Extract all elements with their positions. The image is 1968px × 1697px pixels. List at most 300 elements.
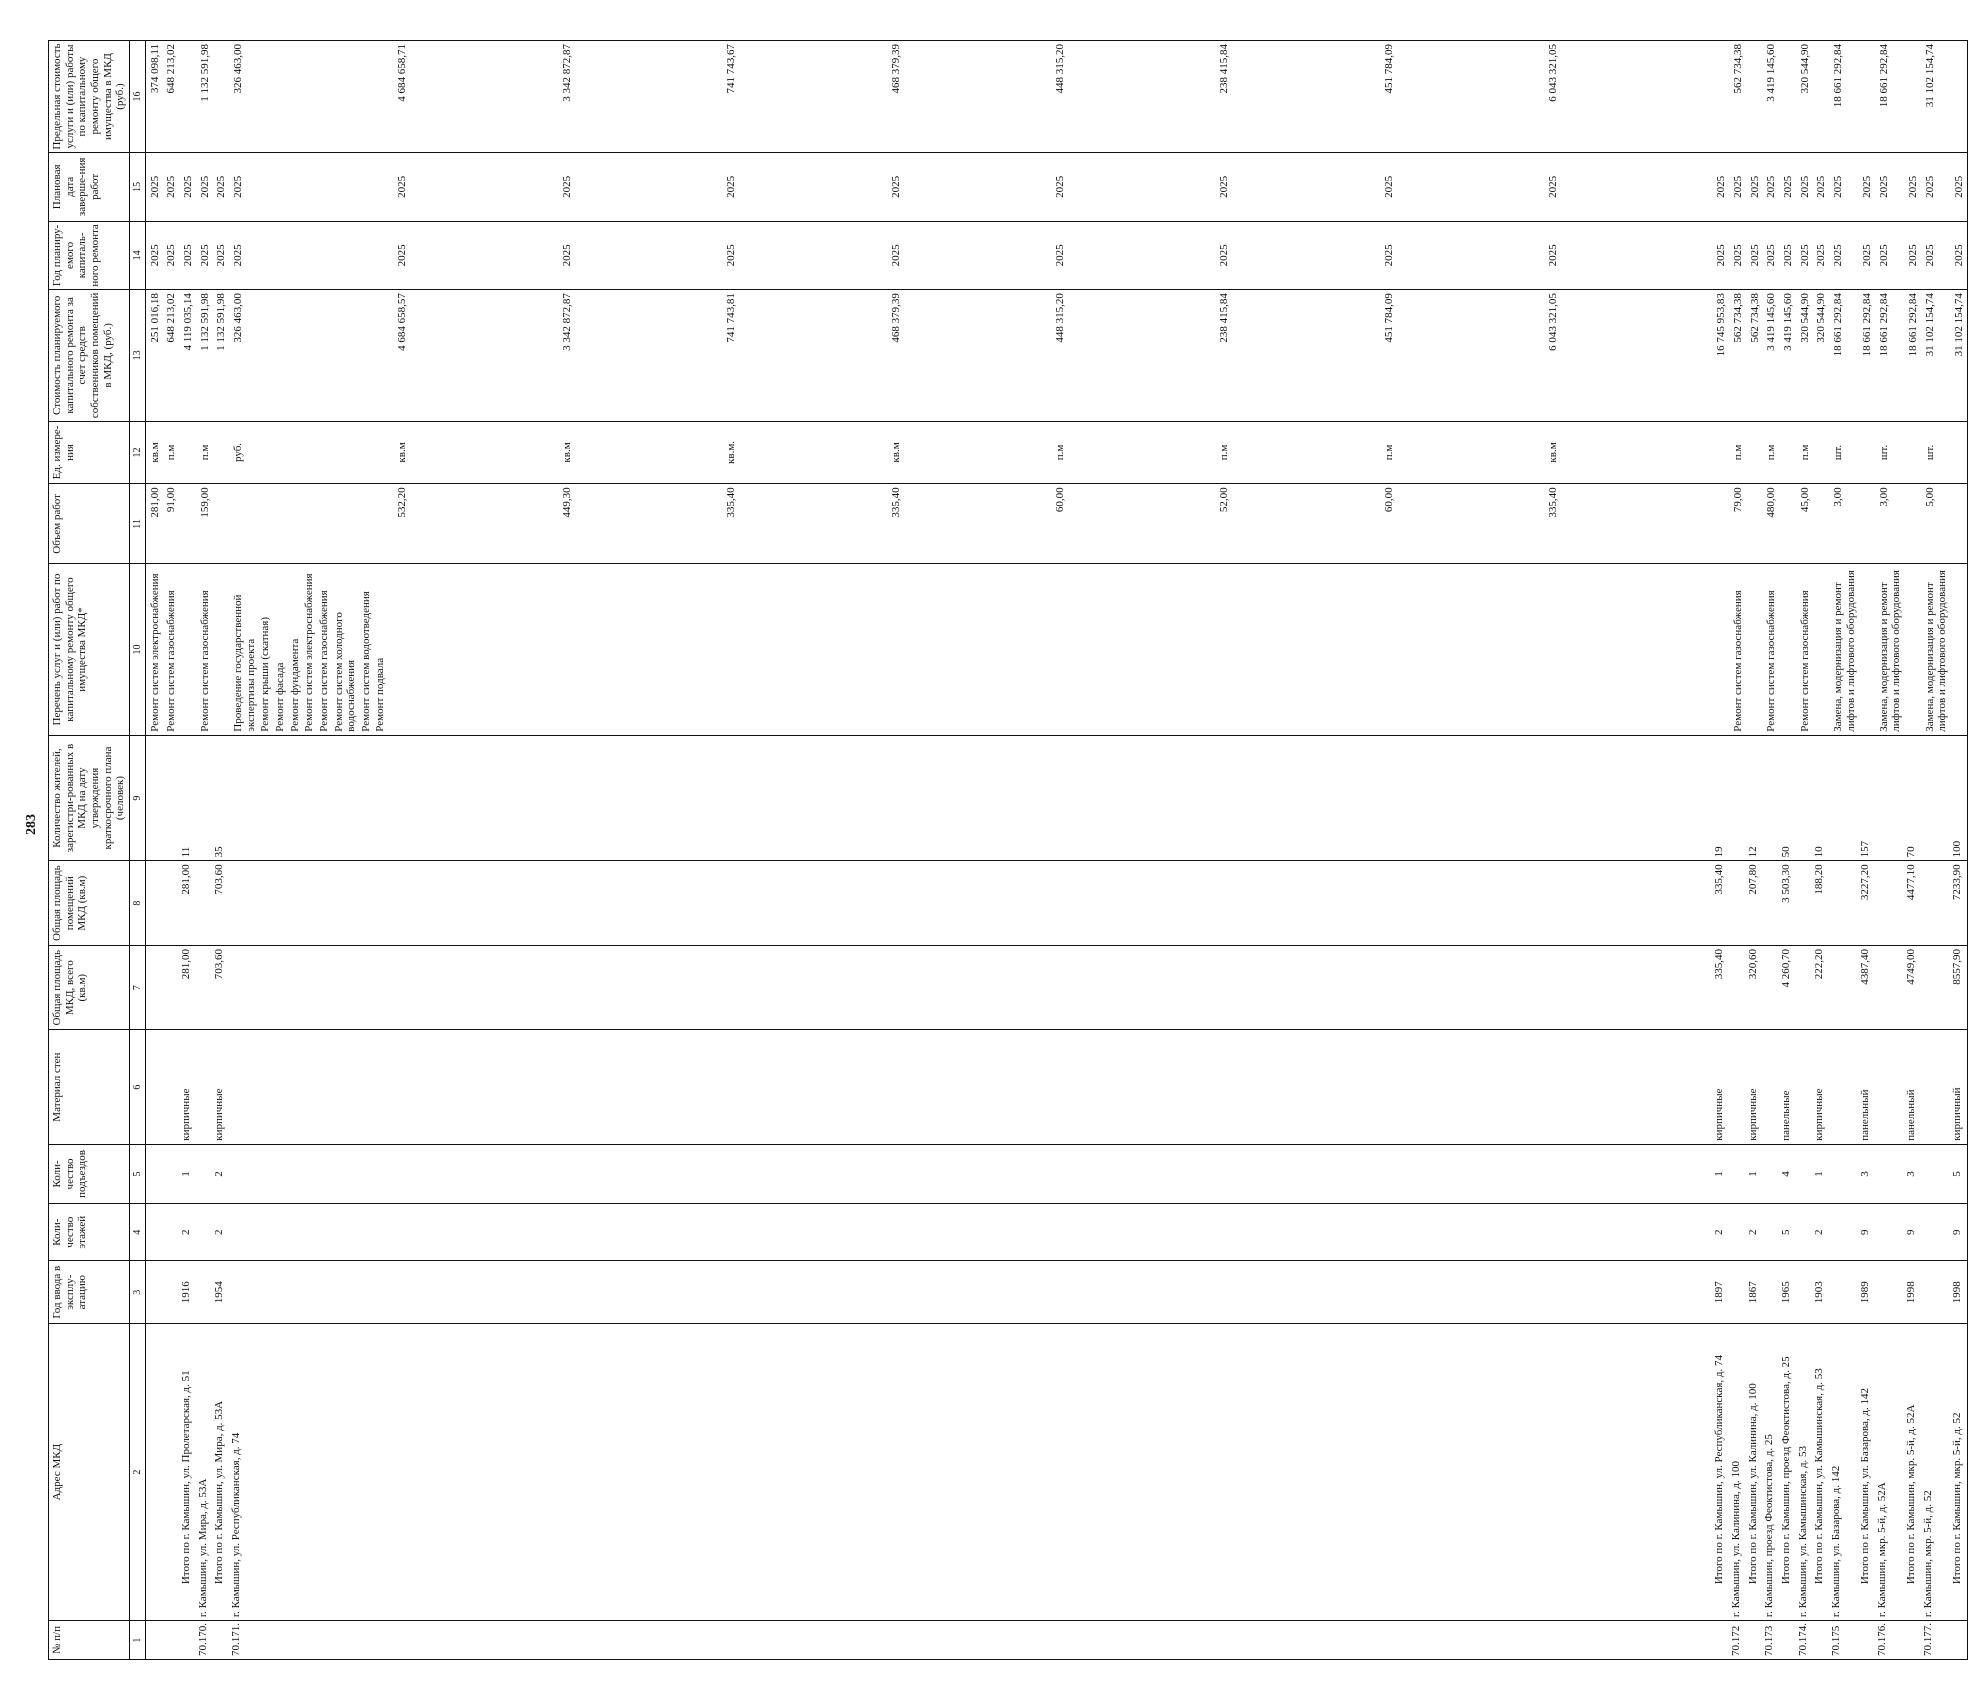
- premises-area-cell: 188,20: [1812, 861, 1829, 946]
- address-cell: г. Камышин, проезд Феоктистова, д. 25: [1762, 1324, 1779, 1621]
- row-number-cell: [1812, 1621, 1829, 1660]
- unit-cell: [1712, 421, 1729, 484]
- planned-cost: 251 016,18: [148, 293, 161, 343]
- unit-cell: [196, 421, 213, 484]
- repair-year-cell: [1950, 221, 1967, 290]
- repair-year: 2025: [1781, 244, 1794, 267]
- column-header-11: Объем работ: [49, 484, 130, 564]
- completion-date: 2025: [182, 175, 195, 198]
- year-built-cell: 1903: [1812, 1261, 1829, 1324]
- address-cell: г. Камышин, ул. Базарова, д. 142: [1829, 1324, 1858, 1621]
- unit: п.м: [165, 444, 178, 461]
- column-header-9: Количество жителей, зарегистри-рованных в МКД на дату утверждения краткосрочного плана (человек): [49, 735, 130, 861]
- repair-year-cell: [145, 221, 162, 290]
- planned-cost: 18 661 292,84: [1861, 293, 1874, 357]
- work-volume: 480,00: [1765, 487, 1778, 518]
- repair-year-cell: [1729, 221, 1746, 290]
- wall-material-cell: [1796, 1030, 1813, 1144]
- floors-count-cell: [1921, 1204, 1950, 1261]
- planned-cost: 18 661 292,84: [1907, 293, 1920, 357]
- planned-cost: 6 043 321,05: [1547, 293, 1560, 351]
- floors-count-cell: [1729, 1204, 1746, 1261]
- year-built-cell: [1875, 1261, 1904, 1324]
- cost-limit: 741 743,67: [725, 44, 738, 94]
- unit-cell: [1812, 421, 1829, 484]
- unit-cell: [145, 421, 162, 484]
- floors-count-cell: 2: [1812, 1204, 1829, 1261]
- year-built-cell: [229, 1261, 1712, 1324]
- completion-date-cell: [179, 153, 196, 222]
- unit-cell: [1762, 421, 1779, 484]
- planned-cost-cell: [1729, 290, 1746, 421]
- cost-limit-cell: [1904, 41, 1921, 153]
- column-number-6: 6: [129, 1030, 145, 1144]
- planned-cost: 451 784,09: [1382, 293, 1395, 343]
- row-number-cell: 70.172: [1729, 1621, 1746, 1660]
- work-item: Замена, модернизация и ремонт лифтов и лифтового оборудования: [1923, 570, 1949, 732]
- residents-count-cell: 157: [1858, 735, 1875, 861]
- work-item-cell: [1875, 564, 1904, 735]
- work-volume: 449,30: [560, 487, 573, 518]
- work-item-cell: [1829, 564, 1858, 735]
- work-volume-cell: [1829, 484, 1858, 564]
- wall-material-cell: панельные: [1779, 1030, 1796, 1144]
- completion-date-cell: [1762, 153, 1779, 222]
- work-volume: 91,00: [165, 487, 178, 513]
- column-header-15: Плановая дата заверше-ния работ: [49, 153, 130, 222]
- row-number-cell: [1779, 1621, 1796, 1660]
- work-item-cell: [145, 564, 162, 735]
- year-built-cell: 1998: [1950, 1261, 1967, 1324]
- address-cell: Итого по г. Камышин, мкр. 5-й, д. 52А: [1904, 1324, 1921, 1621]
- work-item: Ремонт подвала: [374, 657, 387, 732]
- work-volume: 60,00: [1382, 487, 1395, 513]
- wall-material-cell: [196, 1030, 213, 1144]
- work-item-cell: [229, 564, 1712, 735]
- work-item: Ремонт систем газоснабжения: [165, 590, 178, 732]
- unit: кв.м: [396, 442, 409, 463]
- work-volume-cell: [145, 484, 162, 564]
- repair-year: 2025: [1715, 244, 1728, 267]
- cost-limit: 6 043 321,05: [1547, 44, 1560, 102]
- work-volume-cell: [1921, 484, 1950, 564]
- work-volume: 52,00: [1218, 487, 1231, 513]
- floors-count-cell: 2: [179, 1204, 196, 1261]
- work-volume-cell: [196, 484, 213, 564]
- completion-date: 2025: [232, 175, 245, 198]
- planned-cost: 238 415,84: [1218, 293, 1231, 343]
- repair-year-cell: [1875, 221, 1904, 290]
- total-area-cell: 4387,40: [1858, 945, 1875, 1030]
- total-row: [1712, 41, 1729, 1660]
- residents-count-cell: 70: [1904, 735, 1921, 861]
- completion-date: 2025: [1861, 175, 1874, 198]
- planned-cost: 4 119 035,14: [182, 293, 195, 351]
- entrances-count-cell: 4: [1779, 1144, 1796, 1203]
- column-header-6: Материал стен: [49, 1030, 130, 1144]
- work-volume-cell: [1746, 484, 1763, 564]
- entrances-count-cell: 1: [179, 1144, 196, 1203]
- work-item-cell: [212, 564, 229, 735]
- unit: п.м: [198, 444, 211, 461]
- cost-limit-cell: [1812, 41, 1829, 153]
- work-item-cell: [1746, 564, 1763, 735]
- work-volume: 60,00: [1053, 487, 1066, 513]
- completion-date: 2025: [1218, 175, 1231, 198]
- planned-cost: 320 544,90: [1815, 293, 1828, 343]
- column-number-1: 1: [129, 1621, 145, 1660]
- cost-limit: 648 213,02: [165, 44, 178, 94]
- column-number-9: 9: [129, 735, 145, 861]
- repair-year-cell: [1762, 221, 1779, 290]
- repair-year-cell: [1921, 221, 1950, 290]
- address-cell: Итого по г. Камышин, ул. Республиканская, д. 74: [1712, 1324, 1729, 1621]
- floors-count-cell: [196, 1204, 213, 1261]
- planned-cost: 1 132 591,98: [215, 293, 228, 351]
- completion-date: 2025: [215, 175, 228, 198]
- work-volume-cell: [179, 484, 196, 564]
- residents-count-cell: 19: [1712, 735, 1729, 861]
- repair-year-cell: [1812, 221, 1829, 290]
- entrances-count-cell: [1829, 1144, 1858, 1203]
- completion-date-cell: [1875, 153, 1904, 222]
- cost-limit: 326 463,00: [232, 44, 245, 94]
- row-number-cell: [1950, 1621, 1967, 1660]
- column-number-3: 3: [129, 1261, 145, 1324]
- column-number-12: 12: [129, 421, 145, 484]
- work-item-cell: [1858, 564, 1875, 735]
- total-area-cell: 320,60: [1746, 945, 1763, 1030]
- floors-count-cell: [145, 1204, 162, 1261]
- cost-limit-cell: [196, 41, 213, 153]
- premises-area-cell: 4477,10: [1904, 861, 1921, 946]
- work-volume: 159,00: [198, 487, 211, 518]
- entrances-count-cell: [145, 1144, 162, 1203]
- year-built-cell: 1867: [1746, 1261, 1763, 1324]
- work-item-cell: [196, 564, 213, 735]
- capital-repair-plan-table: [48, 40, 1968, 1660]
- column-number-13: 13: [129, 290, 145, 421]
- cost-limit-cell: [162, 41, 179, 153]
- work-volume: [232, 487, 396, 560]
- address-cell: [162, 1324, 179, 1621]
- entrances-count-cell: [1762, 1144, 1779, 1203]
- cost-limit-cell: [1762, 41, 1779, 153]
- wall-material-cell: [1829, 1030, 1858, 1144]
- work-volume: 3,00: [1831, 487, 1844, 507]
- premises-area-cell: [1829, 861, 1858, 946]
- completion-date: 2025: [1547, 175, 1560, 198]
- repair-year: 2025: [1053, 244, 1066, 267]
- unit: п.м: [1218, 444, 1231, 461]
- address-cell: г. Камышин, ул. Республиканская, д. 74: [229, 1324, 1712, 1621]
- completion-date: 2025: [1748, 175, 1761, 198]
- planned-cost-cell: [145, 290, 162, 421]
- work-volume-cell: [1762, 484, 1779, 564]
- table-row: [145, 41, 162, 1660]
- planned-cost-cell: [1812, 290, 1829, 421]
- premises-area-cell: 335,40: [1712, 861, 1729, 946]
- wall-material-cell: [1729, 1030, 1746, 1144]
- planned-cost: 31 102 154,74: [1953, 293, 1966, 357]
- total-area-cell: [1921, 945, 1950, 1030]
- wall-material-cell: [1762, 1030, 1779, 1144]
- cost-limit-cell: [179, 41, 196, 153]
- unit: шт.: [1831, 444, 1844, 461]
- repair-year: 2025: [1382, 244, 1395, 267]
- work-item: Ремонт систем газоснабжения: [1798, 590, 1811, 732]
- residents-count-cell: [1921, 735, 1950, 861]
- unit-cell: [162, 421, 179, 484]
- completion-date: 2025: [1877, 175, 1890, 198]
- year-built-cell: 1954: [212, 1261, 229, 1324]
- wall-material-cell: кирпичный: [1950, 1030, 1967, 1144]
- repair-year-cell: [1858, 221, 1875, 290]
- entrances-count-cell: [196, 1144, 213, 1203]
- planned-cost-cell: [1762, 290, 1779, 421]
- planned-cost: 3 419 145,60: [1765, 293, 1778, 351]
- table-header-row: [49, 41, 130, 1660]
- column-number-5: 5: [129, 1144, 145, 1203]
- premises-area-cell: [1921, 861, 1950, 946]
- repair-year: 2025: [560, 244, 573, 267]
- residents-count-cell: 12: [1746, 735, 1763, 861]
- completion-date: 2025: [396, 175, 409, 198]
- completion-date-cell: [145, 153, 162, 222]
- wall-material-cell: [162, 1030, 179, 1144]
- cost-limit-cell: [212, 41, 229, 153]
- cost-limit: 18 661 292,84: [1877, 44, 1890, 108]
- entrances-count-cell: 2: [212, 1144, 229, 1203]
- residents-count-cell: [1762, 735, 1779, 861]
- unit-cell: [1729, 421, 1746, 484]
- total-area-cell: [1762, 945, 1779, 1030]
- row-number-cell: [1712, 1621, 1729, 1660]
- planned-cost-cell: [1746, 290, 1763, 421]
- residents-count-cell: [229, 735, 1712, 861]
- row-number-cell: [162, 1621, 179, 1660]
- column-header-5: Коли-чество подъездов: [49, 1144, 130, 1203]
- cost-limit-cell: [1875, 41, 1904, 153]
- repair-year: 2025: [198, 244, 211, 267]
- planned-cost: 320 544,90: [1798, 293, 1811, 343]
- column-number-4: 4: [129, 1204, 145, 1261]
- table-row: [1921, 41, 1950, 1660]
- repair-year: 2025: [1748, 244, 1761, 267]
- work-item: Ремонт систем газоснабжения: [1732, 590, 1745, 732]
- residents-count-cell: 11: [179, 735, 196, 861]
- work-volume: 45,00: [1798, 487, 1811, 513]
- row-number-cell: 70.170.: [196, 1621, 213, 1660]
- unit-cell: [1950, 421, 1967, 484]
- entrances-count-cell: [1875, 1144, 1904, 1203]
- total-row: [179, 41, 196, 1660]
- unit-cell: [229, 421, 1712, 484]
- completion-date: 2025: [725, 175, 738, 198]
- work-item: Ремонт фундамента: [288, 638, 301, 732]
- total-area-cell: [145, 945, 162, 1030]
- column-number-10: 10: [129, 564, 145, 735]
- repair-year-cell: [229, 221, 1712, 290]
- repair-year: 2025: [1923, 244, 1936, 267]
- floors-count-cell: 9: [1904, 1204, 1921, 1261]
- completion-date: 2025: [1382, 175, 1395, 198]
- work-item-cell: [1921, 564, 1950, 735]
- planned-cost: 1 132 591,98: [198, 293, 211, 351]
- cost-limit: 374 098,11: [148, 44, 161, 94]
- column-number-2: 2: [129, 1324, 145, 1621]
- premises-area-cell: 281,00: [179, 861, 196, 946]
- work-volume-cell: [1779, 484, 1796, 564]
- repair-year: 2025: [1953, 244, 1966, 267]
- total-area-cell: [1796, 945, 1813, 1030]
- address-cell: Итого по г. Камышин, ул. Камышинская, д. 53: [1812, 1324, 1829, 1621]
- floors-count-cell: 2: [212, 1204, 229, 1261]
- total-row: [1950, 41, 1967, 1660]
- address-cell: Итого по г. Камышин, мкр. 5-й, д. 52: [1950, 1324, 1967, 1621]
- total-area-cell: [1829, 945, 1858, 1030]
- cost-limit: 451 784,09: [1382, 44, 1395, 94]
- premises-area-cell: [1729, 861, 1746, 946]
- cost-limit: 4 684 658,71: [396, 44, 409, 102]
- unit-cell: [1875, 421, 1904, 484]
- completion-date-cell: [212, 153, 229, 222]
- planned-cost-cell: [1829, 290, 1858, 421]
- floors-count-cell: [1796, 1204, 1813, 1261]
- repair-year: 2025: [1798, 244, 1811, 267]
- table-body: [145, 41, 1967, 1660]
- work-volume-cell: [162, 484, 179, 564]
- entrances-count-cell: 5: [1950, 1144, 1967, 1203]
- table-row: [196, 41, 213, 1660]
- planned-cost-cell: [1875, 290, 1904, 421]
- planned-cost: 3 419 145,60: [1781, 293, 1794, 351]
- planned-cost: 326 463,00: [232, 293, 245, 343]
- row-number-cell: [212, 1621, 229, 1660]
- work-item: Ремонт систем холодного водоснабжения: [332, 612, 358, 732]
- planned-cost-cell: [1904, 290, 1921, 421]
- completion-date: 2025: [1953, 175, 1966, 198]
- total-area-cell: [1875, 945, 1904, 1030]
- completion-date-cell: [1779, 153, 1796, 222]
- row-number-cell: 70.171.: [229, 1621, 1712, 1660]
- cost-limit: 31 102 154,74: [1923, 44, 1936, 108]
- planned-cost: 16 745 953,83: [1715, 293, 1728, 357]
- completion-date: 2025: [1781, 175, 1794, 198]
- row-number-cell: 70.177.: [1921, 1621, 1950, 1660]
- repair-year: 2025: [1877, 244, 1890, 267]
- wall-material-cell: кирпичные: [1812, 1030, 1829, 1144]
- planned-cost-cell: [1796, 290, 1813, 421]
- repair-year-cell: [1746, 221, 1763, 290]
- unit: п.м: [1798, 444, 1811, 461]
- planned-cost-cell: [179, 290, 196, 421]
- address-cell: г. Камышин, ул. Мира, д. 53А: [196, 1324, 213, 1621]
- total-area-cell: 703,60: [212, 945, 229, 1030]
- work-item-cell: [1796, 564, 1813, 735]
- repair-year-cell: [1904, 221, 1921, 290]
- unit: кв.м: [889, 442, 902, 463]
- wall-material-cell: [145, 1030, 162, 1144]
- row-number-cell: [1746, 1621, 1763, 1660]
- column-number-row: [129, 41, 145, 1660]
- premises-area-cell: [196, 861, 213, 946]
- cost-limit: 468 379,39: [889, 44, 902, 94]
- total-area-cell: 281,00: [179, 945, 196, 1030]
- premises-area-cell: 3227,20: [1858, 861, 1875, 946]
- year-built-cell: [1796, 1261, 1813, 1324]
- floors-count-cell: [1875, 1204, 1904, 1261]
- column-header-14: Год планиру-емого капиталь-ного ремонта: [49, 221, 130, 290]
- completion-date: 2025: [165, 175, 178, 198]
- total-row: [1746, 41, 1763, 1660]
- address-cell: г. Камышин, мкр. 5-й, д. 52: [1921, 1324, 1950, 1621]
- work-volume-cell: [1950, 484, 1967, 564]
- address-cell: Итого по г. Камышин, ул. Базарова, д. 142: [1858, 1324, 1875, 1621]
- completion-date: 2025: [198, 175, 211, 198]
- unit-cell: [212, 421, 229, 484]
- unit: шт.: [1923, 444, 1936, 461]
- completion-date-cell: [1858, 153, 1875, 222]
- repair-year-cell: [1779, 221, 1796, 290]
- repair-year-cell: [212, 221, 229, 290]
- row-number-cell: 70.174.: [1796, 1621, 1813, 1660]
- completion-date-cell: [1712, 153, 1729, 222]
- table-row: [1762, 41, 1779, 1660]
- floors-count-cell: [1829, 1204, 1858, 1261]
- column-header-7: Общая площадь МКД, всего (кв.м): [49, 945, 130, 1030]
- planned-cost-cell: [1921, 290, 1950, 421]
- floors-count-cell: 9: [1950, 1204, 1967, 1261]
- year-built-cell: 1916: [179, 1261, 196, 1324]
- total-area-cell: 222,20: [1812, 945, 1829, 1030]
- cost-limit-cell: [1796, 41, 1813, 153]
- entrances-count-cell: 1: [1712, 1144, 1729, 1203]
- work-item-cell: [179, 564, 196, 735]
- work-item: Ремонт систем электроснабжения: [148, 573, 161, 732]
- residents-count-cell: 100: [1950, 735, 1967, 861]
- cost-limit-cell: [1829, 41, 1858, 153]
- completion-date-cell: [1729, 153, 1746, 222]
- work-item: Ремонт фасада: [273, 662, 286, 732]
- address-cell: Итого по г. Камышин, проезд Феоктистова, д. 25: [1779, 1324, 1796, 1621]
- table-row: [229, 41, 1712, 1660]
- work-item: Ремонт систем газоснабжения: [317, 590, 330, 732]
- unit: кв.м: [1547, 442, 1560, 463]
- planned-cost-cell: [1712, 290, 1729, 421]
- premises-area-cell: [229, 861, 1712, 946]
- cost-limit-cell: [1858, 41, 1875, 153]
- work-volume: 335,40: [1547, 487, 1560, 518]
- column-header-4: Коли-чество этажей: [49, 1204, 130, 1261]
- unit-cell: [1904, 421, 1921, 484]
- total-area-cell: [229, 945, 1712, 1030]
- planned-cost: 18 661 292,84: [1877, 293, 1890, 357]
- completion-date-cell: [1921, 153, 1950, 222]
- wall-material-cell: кирпичные: [212, 1030, 229, 1144]
- entrances-count-cell: 1: [1812, 1144, 1829, 1203]
- planned-cost-cell: [1779, 290, 1796, 421]
- repair-year: 2025: [1907, 244, 1920, 267]
- repair-year: 2025: [215, 244, 228, 267]
- work-volume: 5,00: [1923, 487, 1936, 507]
- completion-date-cell: [1904, 153, 1921, 222]
- planned-cost: 562 734,38: [1732, 293, 1745, 343]
- residents-count-cell: [162, 735, 179, 861]
- work-volume-cell: [1875, 484, 1904, 564]
- cost-limit-cell: [1921, 41, 1950, 153]
- total-row: [212, 41, 229, 1660]
